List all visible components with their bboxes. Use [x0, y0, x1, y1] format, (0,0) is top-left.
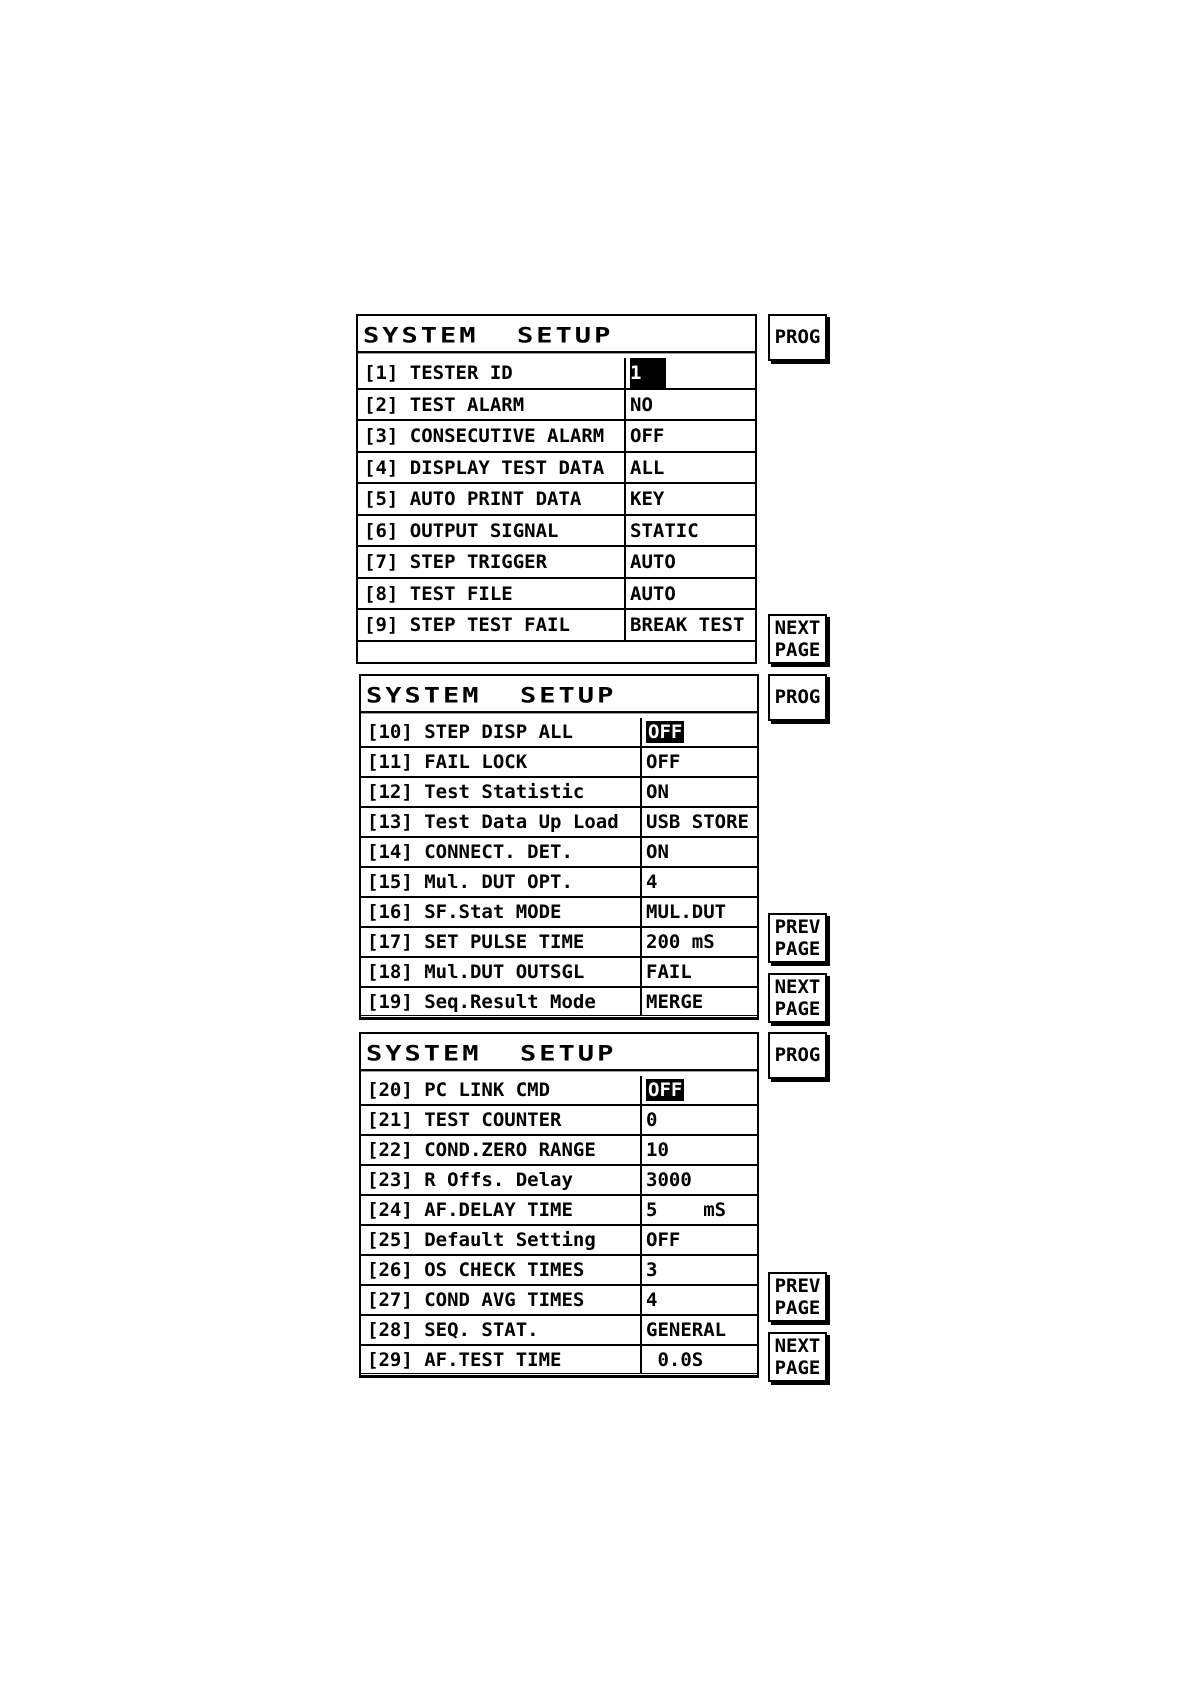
setting-row-8[interactable] — [358, 579, 755, 611]
empty-row — [358, 642, 755, 662]
setting-row-7[interactable] — [358, 547, 755, 579]
setting-row-17[interactable] — [361, 928, 757, 958]
prev-page-button[interactable] — [768, 1272, 827, 1322]
setting-label: [13] Test Data Up Load — [361, 808, 642, 836]
next-label: NEXT — [774, 976, 821, 998]
setting-row-19[interactable] — [361, 988, 757, 1018]
selected-value[interactable]: OFF — [648, 721, 683, 743]
setting-row-23[interactable] — [361, 1166, 757, 1196]
next-label: NEXT — [774, 617, 821, 639]
setting-label: [8] TEST FILE — [358, 579, 626, 609]
setting-value[interactable]: FAIL — [646, 961, 692, 983]
setting-value[interactable]: 3 — [646, 1259, 658, 1281]
setting-row-18[interactable] — [361, 958, 757, 988]
setting-row-6[interactable] — [358, 516, 755, 548]
selected-value[interactable]: 1 — [630, 358, 666, 388]
next-label: NEXT — [774, 1335, 821, 1357]
setting-value[interactable]: MUL.DUT — [646, 901, 727, 923]
setting-value[interactable]: ON — [646, 781, 669, 803]
setting-label: [29] AF.TEST TIME — [361, 1346, 642, 1373]
setting-value[interactable]: ON — [646, 841, 669, 863]
setting-label: [27] COND AVG TIMES — [361, 1286, 642, 1314]
setting-label: [17] SET PULSE TIME — [361, 928, 642, 956]
setting-row-16[interactable] — [361, 898, 757, 928]
setting-row-13[interactable] — [361, 808, 757, 838]
setting-label: [6] OUTPUT SIGNAL — [358, 516, 626, 546]
prog-button[interactable]: PROG — [768, 314, 827, 361]
setting-value[interactable]: AUTO — [630, 551, 676, 573]
setting-label: [19] Seq.Result Mode — [361, 988, 642, 1015]
setting-label: [5] AUTO PRINT DATA — [358, 484, 626, 514]
prev-label: PREV — [774, 1275, 821, 1297]
setting-value[interactable]: 4 — [646, 1289, 658, 1311]
setting-label: [2] TEST ALARM — [358, 390, 626, 420]
setting-row-26[interactable] — [361, 1256, 757, 1286]
setting-row-12[interactable] — [361, 778, 757, 808]
setting-label: [12] Test Statistic — [361, 778, 642, 806]
page-label: PAGE — [774, 1357, 821, 1379]
setting-value[interactable] — [642, 1076, 684, 1104]
settings-table — [361, 1076, 757, 1376]
setting-row-15[interactable] — [361, 868, 757, 898]
setting-row-5[interactable] — [358, 484, 755, 516]
setting-label: [24] AF.DELAY TIME — [361, 1196, 642, 1224]
setting-row-24[interactable] — [361, 1196, 757, 1226]
setting-label: [20] PC LINK CMD — [361, 1076, 642, 1104]
setting-row-27[interactable] — [361, 1286, 757, 1316]
next-page-button[interactable] — [768, 973, 827, 1023]
setting-row-11[interactable] — [361, 748, 757, 778]
setting-row-29[interactable] — [361, 1346, 757, 1376]
setting-row-22[interactable] — [361, 1136, 757, 1166]
page-label: PAGE — [774, 998, 821, 1020]
setting-row-28[interactable] — [361, 1316, 757, 1346]
setting-label: [21] TEST COUNTER — [361, 1106, 642, 1134]
setting-value[interactable]: 3000 — [646, 1169, 692, 1191]
setting-row-9[interactable] — [358, 610, 755, 642]
setting-row-2[interactable] — [358, 390, 755, 422]
selected-value[interactable]: OFF — [648, 1079, 683, 1101]
setting-label: [25] Default Setting — [361, 1226, 642, 1254]
prog-button[interactable]: PROG — [768, 674, 827, 721]
settings-table — [358, 358, 755, 662]
setting-row-1[interactable] — [358, 358, 755, 390]
prog-button[interactable]: PROG — [768, 1032, 827, 1079]
system-setup-screen-1 — [356, 314, 757, 664]
setting-value[interactable]: 10 — [646, 1139, 669, 1161]
setting-label: [10] STEP DISP ALL — [361, 718, 642, 746]
screen-title: SYSTEM SETUP — [361, 681, 757, 714]
setting-value[interactable]: OFF — [646, 1229, 681, 1251]
setting-label: [22] COND.ZERO RANGE — [361, 1136, 642, 1164]
system-setup-screen-2 — [359, 674, 759, 1020]
setting-label: [7] STEP TRIGGER — [358, 547, 626, 577]
page-label: PAGE — [774, 1297, 821, 1319]
setting-value[interactable]: 200 mS — [646, 931, 715, 953]
setting-value[interactable] — [626, 358, 666, 388]
setting-value[interactable]: USB STORE — [646, 811, 749, 833]
setting-row-20[interactable] — [361, 1076, 757, 1106]
setting-value[interactable]: STATIC — [630, 519, 699, 542]
next-page-button[interactable] — [768, 1332, 827, 1382]
setting-value[interactable] — [642, 718, 684, 746]
setting-label: [28] SEQ. STAT. — [361, 1316, 642, 1344]
next-page-button[interactable] — [768, 614, 827, 664]
setting-label: [3] CONSECUTIVE ALARM — [358, 421, 626, 451]
setting-value[interactable]: OFF — [646, 751, 681, 773]
setting-row-14[interactable] — [361, 838, 757, 868]
setting-label: [15] Mul. DUT OPT. — [361, 868, 642, 896]
setting-label: [11] FAIL LOCK — [361, 748, 642, 776]
setting-row-10[interactable] — [361, 718, 757, 748]
screen-title: SYSTEM SETUP — [358, 321, 755, 354]
setting-value[interactable]: BREAK TEST — [630, 614, 745, 636]
setting-value[interactable]: NO — [630, 393, 653, 416]
setting-value[interactable]: MERGE — [646, 991, 704, 1013]
setting-label: [4] DISPLAY TEST DATA — [358, 453, 626, 483]
setting-row-25[interactable] — [361, 1226, 757, 1256]
screen-title: SYSTEM SETUP — [361, 1039, 757, 1072]
setting-value[interactable]: AUTO — [630, 582, 676, 605]
settings-table — [361, 718, 757, 1018]
setting-label: [1] TESTER ID — [358, 358, 626, 388]
setting-row-3[interactable] — [358, 421, 755, 453]
prev-label: PREV — [774, 916, 821, 938]
setting-row-4[interactable] — [358, 453, 755, 485]
setting-label: [16] SF.Stat MODE — [361, 898, 642, 926]
setting-row-21[interactable] — [361, 1106, 757, 1136]
setting-label: [14] CONNECT. DET. — [361, 838, 642, 866]
page-label: PAGE — [774, 938, 821, 960]
system-setup-screen-3 — [359, 1032, 759, 1378]
setting-label: [9] STEP TEST FAIL — [358, 610, 626, 640]
setting-value[interactable]: ALL — [630, 456, 665, 479]
setting-value[interactable]: 0.0S — [646, 1349, 704, 1371]
setting-label: [23] R Offs. Delay — [361, 1166, 642, 1194]
setting-label: [18] Mul.DUT OUTSGL — [361, 958, 642, 986]
setting-value[interactable]: 0 — [646, 1109, 658, 1131]
setting-label: [26] OS CHECK TIMES — [361, 1256, 642, 1284]
page-label: PAGE — [774, 639, 821, 661]
setting-value[interactable]: GENERAL — [646, 1319, 727, 1341]
setting-value[interactable]: OFF — [630, 425, 665, 447]
setting-value[interactable]: 4 — [646, 871, 658, 893]
setting-value[interactable]: KEY — [630, 488, 665, 510]
setting-value[interactable]: 5 mS — [646, 1199, 727, 1221]
prev-page-button[interactable] — [768, 913, 827, 963]
